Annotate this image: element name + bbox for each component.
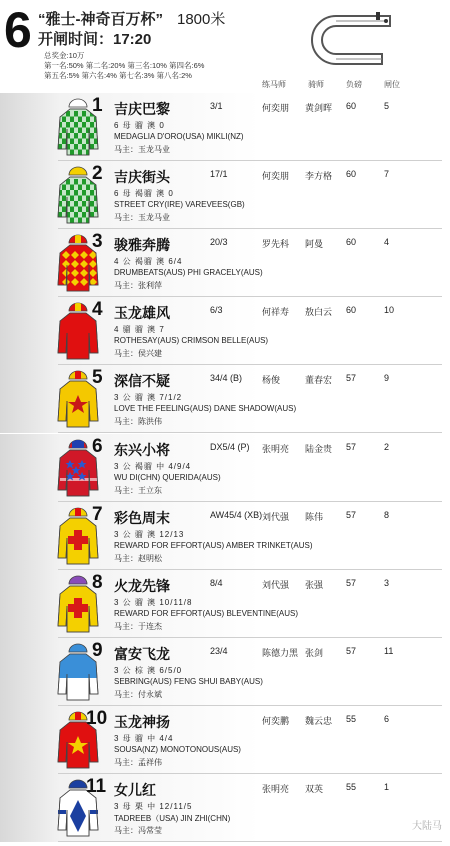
trainer-name: 何奕朋 — [262, 171, 290, 182]
barrier: 2 — [384, 441, 390, 452]
weight: 57 — [346, 577, 357, 588]
trainer-name: 何祥寿 — [262, 307, 290, 318]
owner: 马主：赵明松 — [114, 553, 162, 563]
runner-row — [0, 161, 450, 229]
saddle-number: 4 — [92, 299, 103, 321]
weight: 60 — [346, 305, 357, 316]
breeding: SOUSA(NZ) MONOTONOUS(AUS) — [114, 744, 241, 754]
horse-name: 吉庆巴黎 — [114, 101, 170, 117]
horse-name: 女儿红 — [114, 782, 156, 798]
owner: 马主：孟祥伟 — [114, 757, 162, 767]
horse-name: 骏雅奔腾 — [114, 237, 170, 254]
saddle-number: 6 — [92, 435, 103, 457]
trainer-column-header: 练马师 — [262, 80, 286, 89]
horse-info: 3 公 骝 澳 7/1/2 — [114, 393, 183, 403]
owner: 马主：于连杰 — [114, 621, 162, 631]
jockey-name: 李方格 — [305, 171, 333, 182]
saddle-number: 9 — [92, 639, 103, 661]
horse-info: 3 公 骝 澳 12/13 — [114, 529, 185, 539]
prize-breakdown — [44, 51, 204, 81]
weight: 55 — [346, 782, 357, 792]
trainer-name: 张明亮 — [262, 443, 290, 454]
runner-row — [0, 93, 450, 161]
barrier: 4 — [384, 237, 390, 248]
horse-name: 深信不疑 — [114, 373, 170, 390]
prize-total: 总奖金:10万 — [44, 51, 85, 60]
breeding: DRUMBEATS(AUS) PHI GRACELY(AUS) — [114, 268, 263, 278]
saddle-number: 1 — [92, 95, 103, 116]
barrier-column-header: 闸位 — [384, 80, 400, 89]
weight: 60 — [346, 237, 357, 248]
horse-name: 富安飞龙 — [114, 645, 170, 662]
runner-row — [0, 638, 450, 706]
race-number: 6 — [4, 2, 32, 58]
odds: 34/4 (B) — [210, 373, 243, 384]
breeding: REWARD FOR EFFORT(AUS) AMBER TRINKET(AUS) — [114, 540, 313, 550]
breeding: STREET CRY(IRE) VAREVEES(GB) — [114, 200, 245, 210]
odds: DX5/4 (P) — [210, 441, 250, 452]
horse-name: 吉庆街头 — [114, 169, 170, 186]
jockey-name: 阿曼 — [305, 239, 324, 250]
horse-info: 6 母 褐骝 澳 0 — [114, 189, 174, 199]
horse-info: 6 母 骝 澳 0 — [114, 121, 165, 130]
trainer-name: 何奕鹏 — [262, 715, 290, 726]
owner: 马主：侯兴建 — [114, 349, 162, 359]
owner: 马主：王立东 — [114, 485, 162, 495]
jockey-column-header: 骑师 — [308, 80, 324, 89]
watermark: 大陆马 — [412, 821, 442, 832]
race-distance: 1800米 — [177, 11, 226, 28]
trainer-name: 何奕朋 — [262, 103, 290, 113]
row-divider — [58, 841, 442, 842]
horse-info: 4 公 褐骝 澳 6/4 — [114, 257, 183, 267]
jockey-name: 董春宏 — [305, 375, 333, 386]
race-start-time: 开闸时间：17:20 — [38, 31, 152, 48]
breeding: LOVE THE FEELING(AUS) DANE SHADOW(AUS) — [114, 404, 297, 414]
runner-row — [0, 502, 450, 570]
saddle-number: 2 — [92, 163, 103, 185]
race-title — [38, 8, 225, 29]
breeding: MEDAGLIA D'ORO(USA) MIKLI(NZ) — [114, 132, 244, 141]
breeding: ROTHESAY(AUS) CRIMSON BELLE(AUS) — [114, 336, 269, 346]
jockey-name: 魏云忠 — [305, 715, 333, 726]
odds: 23/4 — [210, 645, 228, 656]
barrier: 11 — [384, 645, 394, 656]
horse-info: 4 骝 骝 澳 7 — [114, 325, 165, 335]
barrier: 7 — [384, 169, 390, 180]
prize-line-1: 第一名:50% 第二名:20% 第三名:10% 第四名:6% — [44, 61, 205, 70]
owner: 马主：张利萍 — [114, 281, 162, 291]
runner-row — [0, 570, 450, 638]
trainer-name: 张明亮 — [262, 784, 290, 794]
weight: 60 — [346, 169, 357, 180]
weight-column-header: 负磅 — [346, 80, 362, 89]
horse-name: 东兴小将 — [114, 441, 170, 458]
owner: 马主：冯常莹 — [114, 826, 162, 835]
horse-info: 3 公 骝 澳 10/11/8 — [114, 597, 193, 607]
saddle-number: 8 — [92, 571, 103, 593]
runner-row — [0, 229, 450, 297]
runner-row — [0, 774, 450, 842]
barrier: 9 — [384, 373, 390, 384]
jockey-name: 张强 — [305, 579, 324, 590]
weight: 57 — [346, 645, 357, 656]
saddle-number: 3 — [92, 231, 103, 253]
jockey-name: 敖白云 — [305, 307, 333, 318]
track-map-icon — [306, 10, 398, 74]
trainer-name: 刘代强 — [262, 579, 290, 590]
breeding: TADREEB（USA) JIN ZHI(CHN) — [114, 814, 231, 823]
owner: 马主：玉龙马业 — [114, 145, 170, 154]
saddle-number: 11 — [86, 776, 107, 797]
runner-row — [0, 365, 450, 433]
weight: 55 — [346, 713, 357, 724]
race-title-text: “雅士-神奇百万杯” — [38, 11, 163, 28]
runner-row — [0, 297, 450, 365]
trainer-name: 杨俊 — [262, 375, 281, 386]
horse-info: 3 母 栗 中 12/11/5 — [114, 802, 193, 811]
weight: 57 — [346, 373, 357, 384]
horse-name: 玉龙神扬 — [114, 713, 170, 730]
jockey-name: 陆金贵 — [305, 443, 333, 454]
saddle-number: 7 — [92, 503, 103, 525]
horse-name: 火龙先锋 — [114, 577, 170, 594]
saddle-number: 10 — [86, 707, 108, 729]
owner: 马主：陈洪伟 — [114, 417, 162, 427]
barrier: 1 — [384, 782, 390, 792]
runner-row — [0, 706, 450, 774]
odds: 3/1 — [210, 101, 223, 111]
weight: 60 — [346, 101, 357, 111]
odds: AW45/4 (XB) — [210, 509, 263, 520]
horse-name: 彩色周末 — [114, 509, 170, 526]
owner: 马主：付永斌 — [114, 689, 162, 699]
weight: 57 — [346, 441, 357, 452]
breeding: SEBRING(AUS) FENG SHUI BABY(AUS) — [114, 676, 263, 686]
barrier: 5 — [384, 101, 390, 111]
prize-line-2: 第五名:5% 第六名:4% 第七名:3% 第八名:2% — [44, 71, 192, 80]
barrier: 6 — [384, 713, 390, 724]
jockey-name: 双英 — [305, 784, 324, 794]
horse-info: 3 母 骝 中 4/4 — [114, 733, 174, 743]
trainer-name: 刘代强 — [262, 511, 290, 522]
barrier: 10 — [384, 305, 395, 316]
breeding: WU DI(CHN) QUERIDA(AUS) — [114, 472, 221, 482]
jockey-name: 张剑 — [305, 647, 324, 658]
jockey-name: 陈伟 — [305, 511, 324, 522]
jockey-name: 黄剑晖 — [305, 103, 333, 113]
horse-name: 玉龙雄风 — [114, 305, 170, 322]
odds: 6/3 — [210, 305, 223, 316]
saddle-number: 5 — [92, 367, 103, 389]
trainer-name: 陈德力黑 — [262, 647, 299, 658]
runner-row — [0, 434, 450, 502]
odds: 20/3 — [210, 237, 228, 248]
trainer-name: 罗先科 — [262, 239, 290, 250]
horse-info: 3 公 棕 澳 6/5/0 — [114, 665, 183, 675]
odds: 17/1 — [210, 169, 228, 180]
barrier: 8 — [384, 509, 390, 520]
barrier: 3 — [384, 577, 390, 588]
column-headers — [0, 79, 450, 93]
odds: 8/4 — [210, 577, 223, 588]
horse-info: 3 公 褐骝 中 4/9/4 — [114, 461, 192, 471]
weight: 57 — [346, 509, 357, 520]
breeding: REWARD FOR EFFORT(AUS) BLEVENTINE(AUS) — [114, 608, 299, 618]
owner: 马主：玉龙马业 — [114, 213, 170, 223]
